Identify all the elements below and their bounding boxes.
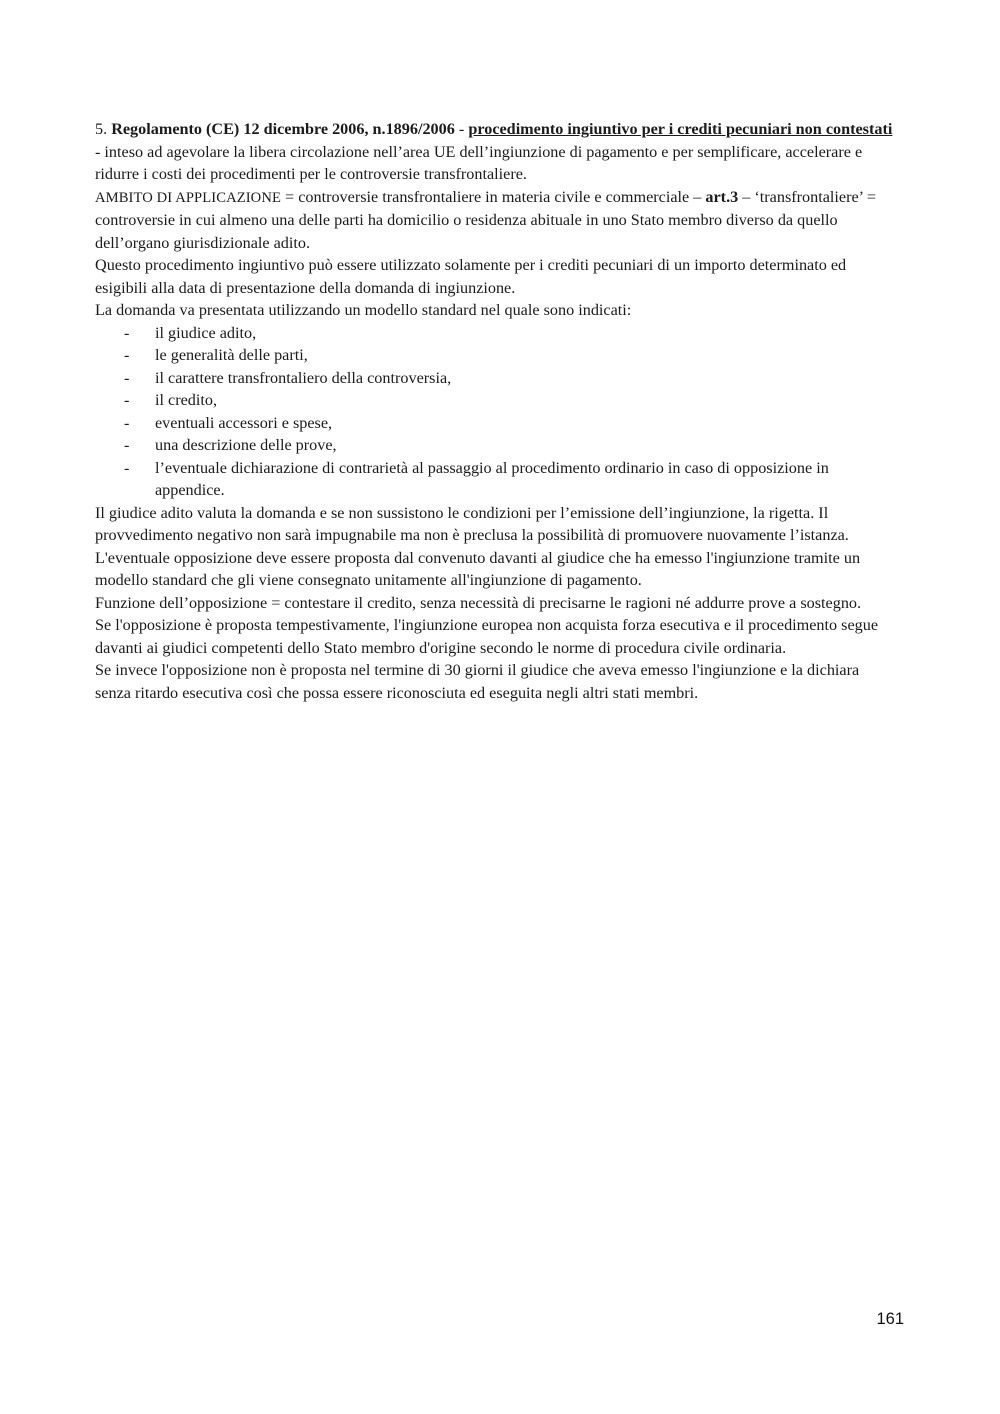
body-paragraph: La domanda va presentata utilizzando un modello standard nel quale sono indicati:: [95, 301, 632, 319]
list-item: [95, 367, 895, 390]
article-reference: art.3: [705, 187, 739, 206]
list-dash: -: [124, 436, 130, 454]
list-item: [95, 389, 895, 412]
list-item: [95, 344, 895, 367]
list-item-text: le generalità delle parti,: [155, 346, 308, 364]
body-paragraph: Funzione dell’opposizione = contestare il credito, senza necessità di precisarne le ragioni né addurre prove a sostegno.: [95, 593, 862, 612]
list-item-text: eventuali accessori e spese,: [155, 413, 333, 432]
list-item-text: il giudice adito,: [155, 323, 257, 342]
list-dash: -: [124, 323, 130, 342]
list-dash: -: [124, 368, 130, 387]
list-dash: -: [124, 391, 130, 409]
page-number: 161: [876, 1310, 904, 1328]
body-paragraph: L'eventuale opposizione deve essere proposta dal convenuto davanti al giudice che ha emesso l'ingiunzione tramite un modello standard che gli viene consegnato unitamente all'ingiunzione di pagamento.: [95, 548, 861, 589]
heading-separator: -: [454, 120, 469, 138]
body-paragraph: Il giudice adito valuta la domanda e se non sussistono le condizioni per l’emissione dell’ingiunzione, la rigetta. Il provvedimento negativo non sarà impugnabile ma non è preclusa la possibilità di promuovere nuovamente l’istanza.: [95, 503, 849, 544]
regulation-title: Regolamento (CE) 12 dicembre 2006, n.1896/2006: [111, 120, 455, 138]
list-item: [95, 457, 895, 502]
page-body: [95, 118, 895, 704]
heading-description: - inteso ad agevolare la libera circolazione nell’area UE dell’ingiunzione di pagamento e per semplificare, accelerare e ridurre i costi dei procedimenti per le controversie transfrontaliere.: [95, 142, 863, 183]
heading-paragraph: [95, 118, 895, 186]
requirements-list: [95, 322, 895, 502]
list-item-text: l’eventuale dichiarazione di contrarietà al passaggio al procedimento ordinario in caso di opposizione in appendice.: [155, 458, 829, 499]
ambito-text-before: = controversie transfrontaliere in materia civile e commerciale –: [280, 187, 706, 206]
ambito-text-after: – ‘transfrontaliere’ = controversie in cui almeno una delle parti ha domicilio o residenza abituale in uno Stato membro diverso da quello dell’organo giurisdizionale adito.: [95, 187, 877, 252]
ambito-paragraph: [95, 186, 895, 255]
list-item-text: il carattere transfrontaliero della controversia,: [155, 368, 452, 387]
list-item: [95, 322, 895, 345]
list-item: [95, 434, 895, 457]
body-paragraph: Se invece l'opposizione non è proposta nel termine di 30 giorni il giudice che aveva emesso l'ingiunzione e la dichiara senza ritardo esecutiva così che possa essere riconosciuta ed eseguita negli altri stati membri.: [95, 661, 860, 702]
list-dash: -: [124, 346, 130, 364]
ambito-label: AMBITO DI APPLICAZIONE: [95, 189, 281, 206]
list-item: [95, 412, 895, 435]
body-paragraph: Questo procedimento ingiuntivo può essere utilizzato solamente per i crediti pecuniari di un importo determinato ed esigibili alla data di presentazione della domanda di ingiunzione.: [95, 256, 847, 297]
list-dash: -: [124, 458, 130, 477]
body-paragraph: Se l'opposizione è proposta tempestivamente, l'ingiunzione europea non acquista forza esecutiva e il procedimento segue davanti ai giudici competenti dello Stato membro d'origine secondo le norme di procedura civile ordinaria.: [95, 616, 879, 657]
list-item-text: una descrizione delle prove,: [155, 436, 337, 454]
list-item-text: il credito,: [155, 391, 218, 409]
section-number: 5.: [95, 120, 112, 138]
list-dash: -: [124, 413, 130, 432]
regulation-subject: procedimento ingiuntivo per i crediti pecuniari non contestati: [468, 120, 893, 138]
